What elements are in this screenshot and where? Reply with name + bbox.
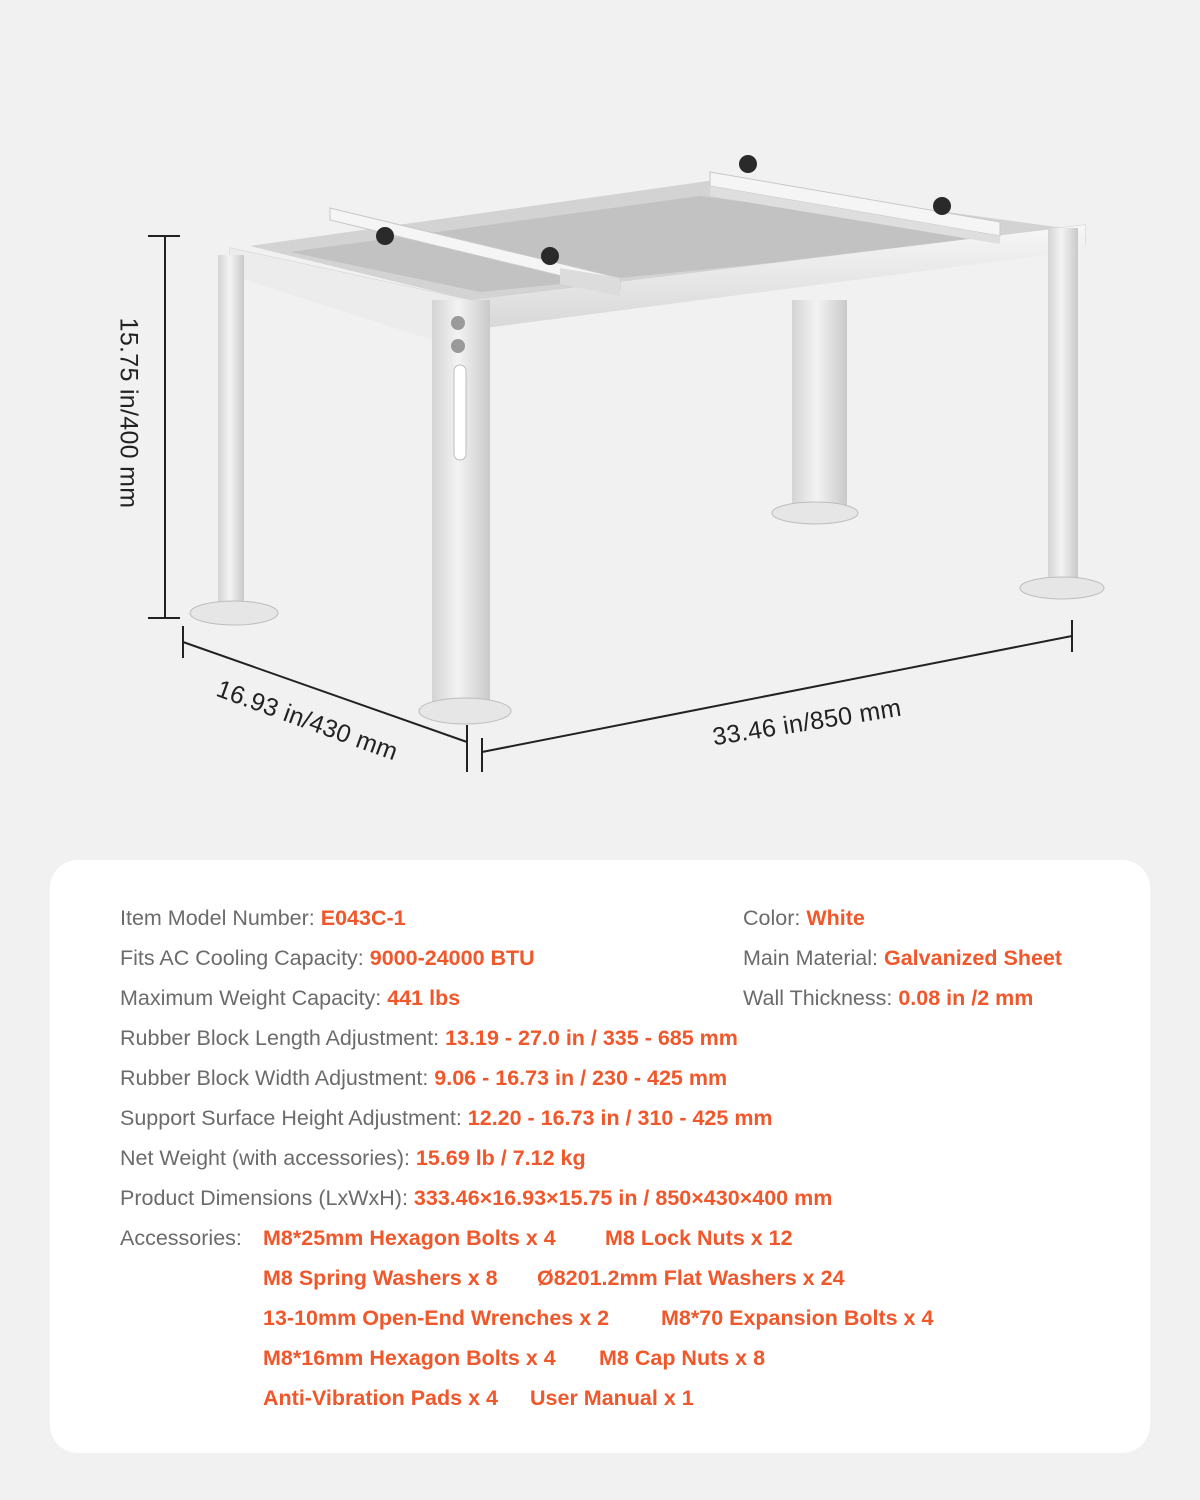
accessories-label: Accessories: [120,1226,242,1250]
accessory-item: M8 Cap Nuts x 8 [599,1346,766,1370]
spec-card [50,860,1150,1453]
accessory-item: M8 Spring Washers x 8 [263,1266,498,1290]
height-dimension-label: 15.75 in/400 mm [114,317,143,509]
accessory-item: Ø8201.2mm Flat Washers x 24 [537,1266,845,1290]
spec-dimensions: Product Dimensions (LxWxH): 333.46×16.93×15.75 in / 850×430×400 mm [120,1186,833,1210]
depth-dimension-label: 16.93 in/430 mm [212,674,402,767]
accessory-item: M8*70 Expansion Bolts x 4 [661,1306,934,1330]
accessory-item: M8*16mm Hexagon Bolts x 4 [263,1346,556,1370]
dimension-lines [148,236,1072,772]
leg-right [1020,228,1104,599]
accessory-item: 13-10mm Open-End Wrenches x 2 [263,1306,610,1330]
spec-material: Main Material: Galvanized Sheet [743,946,1063,970]
spec-height-adjustment: Support Surface Height Adjustment: 12.20 - 16.73 in / 310 - 425 mm [120,1106,773,1130]
leg-back-right [772,300,858,524]
spec-model: Item Model Number: E043C-1 [120,906,406,930]
spec-max-weight: Maximum Weight Capacity: 441 lbs [120,986,461,1010]
accessory-item: M8 Lock Nuts x 12 [605,1226,793,1250]
spec-length-adjustment: Rubber Block Length Adjustment: 13.19 - 27.0 in / 335 - 685 mm [120,1026,738,1050]
accessory-item: Anti-Vibration Pads x 4 [263,1386,498,1410]
width-dimension-label: 33.46 in/850 mm [710,693,904,752]
spec-color: Color: White [743,906,865,930]
leg-front [419,300,511,724]
spec-net-weight: Net Weight (with accessories): 15.69 lb / 7.12 kg [120,1146,586,1170]
accessory-item: M8*25mm Hexagon Bolts x 4 [263,1226,556,1250]
spec-cooling: Fits AC Cooling Capacity: 9000-24000 BTU [120,946,535,970]
leg-left [190,255,278,625]
spec-width-adjustment: Rubber Block Width Adjustment: 9.06 - 16.73 in / 230 - 425 mm [120,1066,728,1090]
spec-wall-thickness: Wall Thickness: 0.08 in /2 mm [743,986,1034,1010]
accessory-item: User Manual x 1 [530,1386,694,1410]
